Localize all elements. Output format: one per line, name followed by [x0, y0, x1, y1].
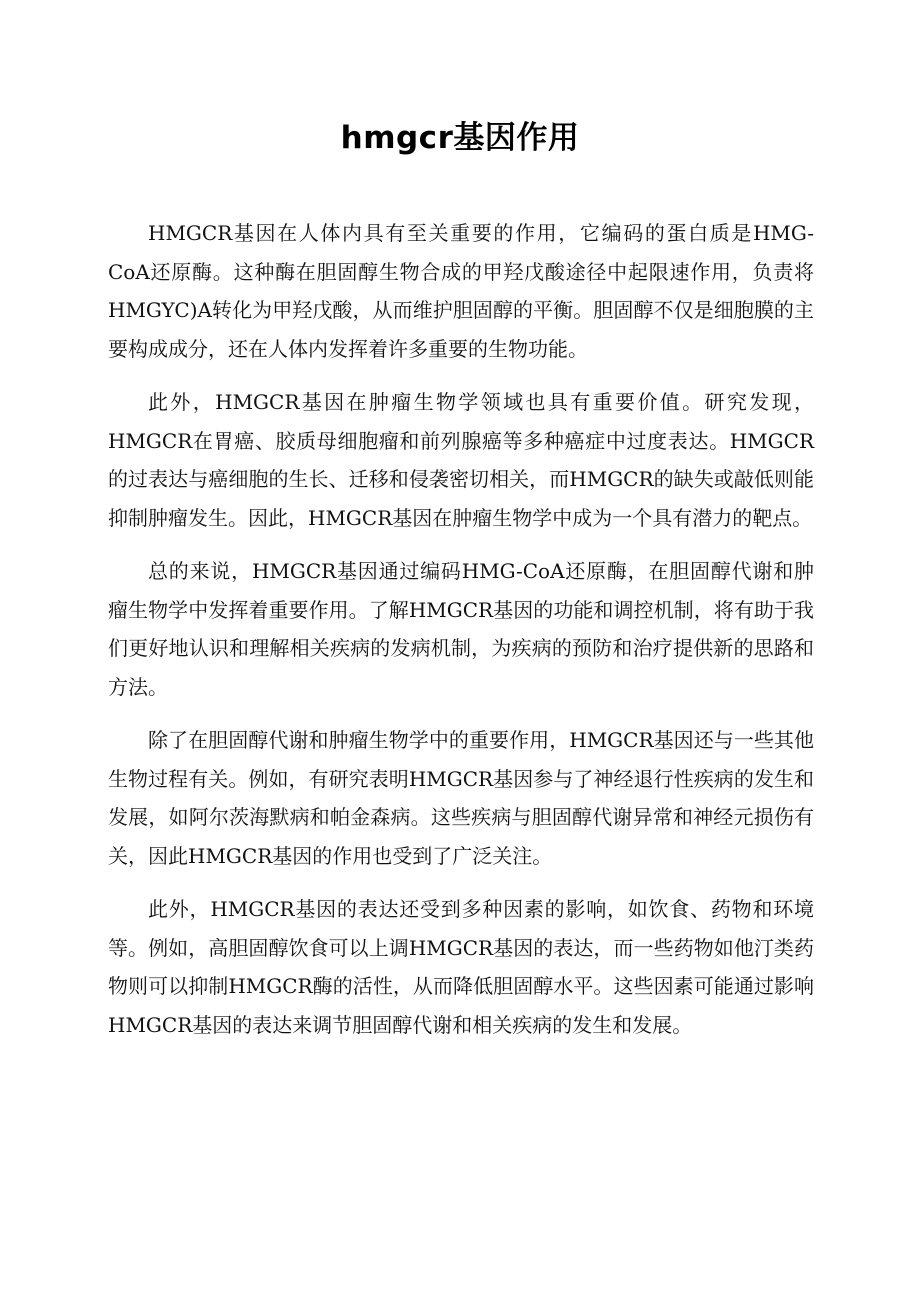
paragraph-2: 此外，HMGCR基因在肿瘤生物学领域也具有重要价值。研究发现，HMGCR在胃癌、胶质母细胞瘤和前列腺癌等多种癌症中过度表达。HMGCR的过表达与癌细胞的生长、迁移和侵袭密切相关，而HMGCR的缺失或敲低则能抑制肿瘤发生。因此，HMGCR基因在肿瘤生物学中成为一个具有潜力的靶点。	[108, 390, 814, 530]
document-body	[108, 214, 814, 1059]
paragraph-5: 此外，HMGCR基因的表达还受到多种因素的影响，如饮食、药物和环境等。例如，高胆固醇饮食可以上调HMGCR基因的表达，而一些药物如他汀类药物则可以抑制HMGCR酶的活性，从而降低胆固醇水平。这些因素可能通过影响HMGCR基因的表达来调节胆固醇代谢和相关疾病的发生和发展。	[108, 897, 814, 1037]
paragraph-1: HMGCR基因在人体内具有至关重要的作用，它编码的蛋白质是HMG-CoA还原酶。这种酶在胆固醇生物合成的甲羟戊酸途径中起限速作用，负责将HMGYC)A转化为甲羟戊酸，从而维护胆固醇的平衡。胆固醇不仅是细胞膜的主要构成成分，还在人体内发挥着许多重要的生物功能。	[108, 221, 814, 361]
paragraph-4: 除了在胆固醇代谢和肿瘤生物学中的重要作用，HMGCR基因还与一些其他生物过程有关。例如，有研究表明HMGCR基因参与了神经退行性疾病的发生和发展，如阿尔茨海默病和帕金森病。这些疾病与胆固醇代谢异常和神经元损伤有关，因此HMGCR基因的作用也受到了广泛关注。	[108, 728, 814, 868]
document-title: hmgcr基因作用	[340, 120, 580, 156]
paragraph-3: 总的来说，HMGCR基因通过编码HMG-CoA还原酶，在胆固醇代谢和肿瘤生物学中发挥着重要作用。了解HMGCR基因的功能和调控机制，将有助于我们更好地认识和理解相关疾病的发病机制，为疾病的预防和治疗提供新的思路和方法。	[108, 559, 814, 699]
